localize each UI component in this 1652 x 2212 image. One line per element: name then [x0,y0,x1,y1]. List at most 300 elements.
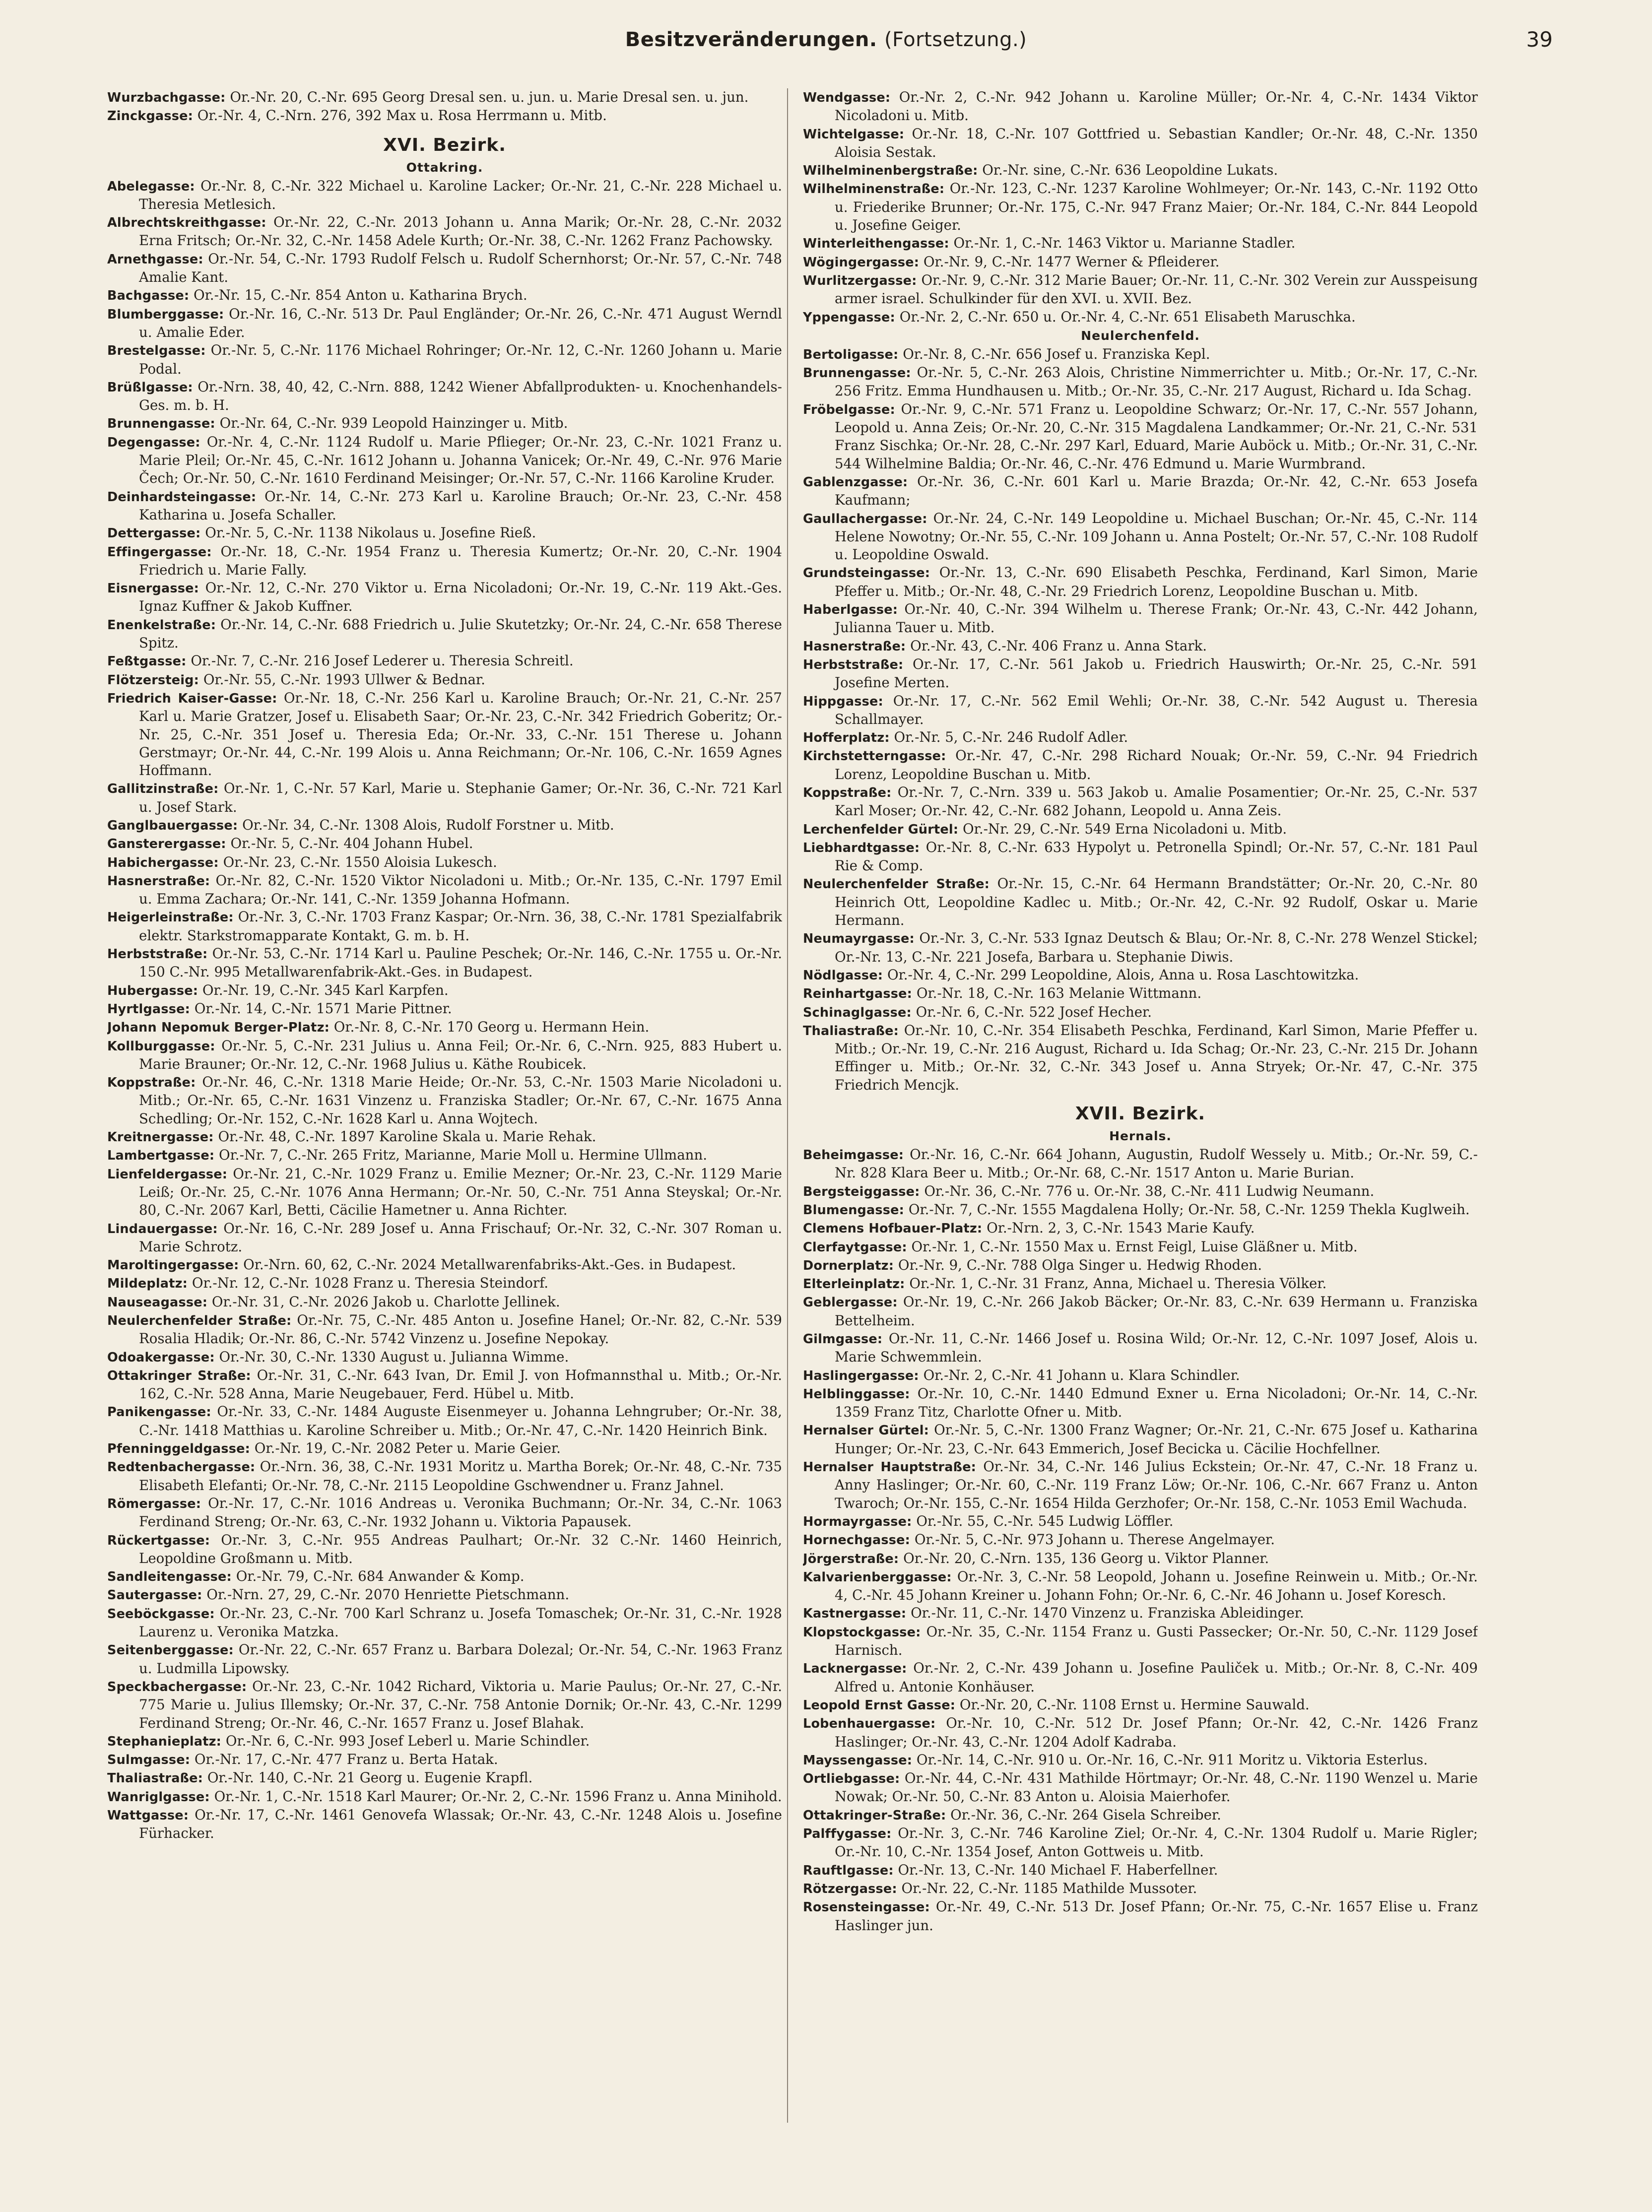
street-entry [803,1366,1478,1385]
street-name: Lienfeldergasse: [107,1167,228,1182]
street-name: Gilmgasse: [803,1332,883,1347]
street-entry [107,1293,782,1311]
street-entry [803,1512,1478,1531]
street-entry [107,908,782,945]
street-entry [107,1531,782,1568]
street-name: Flötzersteig: [107,672,199,688]
street-name: Leopold Ernst Gasse: [803,1697,956,1713]
street-entry [107,1751,782,1769]
street-entry [107,1256,782,1274]
street-name: Wurzbachgasse: [107,90,226,105]
entry-text: Or.-Nr. 5, C.-Nr. 973 Johann u. Therese Angelmayer. [914,1531,1275,1548]
street-entry [803,984,1478,1003]
street-name: Kalvarienberggasse: [803,1569,952,1585]
entry-text: Or.-Nr. 3, C.-Nr. 533 Ignaz Deutsch & Blau; Or.-Nr. 8, C.-Nr. 278 Wenzel Stickel; Or.-Nr. 13, C.-Nr. 221 Josefa, Barbara u. Stephanie Diwis. [835,930,1478,965]
street-name: Liebhardtgasse: [803,840,920,855]
street-name: Abelegasse: [107,179,195,194]
street-entry [107,177,782,214]
entry-list [803,345,1478,1094]
street-entry [107,250,782,287]
entry-text: Or.-Nr. 31, C.-Nr. 643 Ivan, Dr. Emil J. von Hofmannsthal u. Mitb.; Or.-Nr. 162, C.-Nr. 528 Anna, Marie Neugebauer, Ferd. Hübel u. Mitb. [139,1366,782,1402]
street-name: Speckbachergasse: [107,1679,247,1694]
entry-text: Or.-Nr. 8, C.-Nr. 633 Hypolyt u. Petronella Spindl; Or.-Nr. 57, C.-Nr. 181 Paul Rie & Comp. [835,839,1478,874]
entry-text: Or.-Nr. 75, C.-Nr. 485 Anton u. Josefine Hanel; Or.-Nr. 82, C.-Nr. 539 Rosalia Hladik; Or.-Nr. 86, C.-Nr. 5742 Vinzenz u. Josefine Nepokay. [139,1312,782,1347]
street-entry [803,1421,1478,1458]
street-entry [107,1366,782,1403]
title-text: Besitzveränderungen. [625,28,877,51]
street-name: Kirchstetterngasse: [803,749,946,764]
street-entry [803,271,1478,308]
street-entry [803,1256,1478,1275]
entry-text: Or.-Nr. 14, C.-Nr. 910 u. Or.-Nr. 16, C.-Nr. 911 Moritz u. Viktoria Esterlus. [916,1751,1428,1768]
entry-text: Or.-Nr. 123, C.-Nr. 1237 Karoline Wohlmeyer; Or.-Nr. 143, C.-Nr. 1192 Otto u. Friederike Brunner; Or.-Nr. 175, C.-Nr. 947 Franz Maier; Or.-Nr. 184, C.-Nr. 844 Leopold u. Josefine Geiger. [835,180,1478,234]
entry-text: Or.-Nr. 10, C.-Nr. 1440 Edmund Exner u. Erna Nicoladoni; Or.-Nr. 14, C.-Nr. 1359 Franz Titz, Charlotte Ofner u. Mitb. [835,1385,1478,1421]
page-number: 39 [1526,27,1553,52]
street-name: Hofferplatz: [803,730,890,746]
entry-text: Or.-Nr. 15, C.-Nr. 854 Anton u. Katharina Brych. [194,287,528,304]
entry-text: Or.-Nr. 2, C.-Nr. 650 u. Or.-Nr. 4, C.-Nr. 651 Elisabeth Maruschka. [899,308,1356,325]
entry-text: Or.-Nr. 9, C.-Nr. 788 Olga Singer u. Hedwig Rhoden. [898,1256,1262,1273]
street-name: Maroltingergasse: [107,1258,239,1273]
street-name: Kollburggasse: [107,1039,215,1054]
street-entry [803,820,1478,839]
street-name: Wilhelminenstraße: [803,182,945,197]
entry-text: Or.-Nr. 11, C.-Nr. 1466 Josef u. Rosina Wild; Or.-Nr. 12, C.-Nr. 1097 Josef, Alois u. Marie Schwemmlein. [835,1330,1478,1366]
entry-text: Or.-Nr. 20, C.-Nr. 1108 Ernst u. Hermine Sauwald. [959,1696,1310,1713]
entry-text: Or.-Nr. 9, C.-Nr. 571 Franz u. Leopoldine Schwarz; Or.-Nr. 17, C.-Nr. 557 Johann, Leopold u. Anna Zeis; Or.-Nr. 20, C.-Nr. 315 Magdalena Landkammer; Or.-Nr. 21, C.-Nr. 531 Franz Sischka; Or.-Nr. 28, C.-Nr. 297 Karl, Eduard, Marie Auböck u. Mitb.; Or.-Nr. 31, C.-Nr. 544 Wilhelmine Baldia; Or.-Nr. 46, C.-Nr. 476 Edmund u. Marie Wurmbrand. [835,400,1478,472]
entry-text: Or.-Nr. 34, C.-Nr. 1308 Alois, Rudolf Forstner u. Mitb. [242,816,614,833]
street-name: Kreitnergasse: [107,1130,214,1145]
entry-text: Or.-Nr. 7, C.-Nr. 1555 Magdalena Holly; Or.-Nr. 58, C.-Nr. 1259 Thekla Kuglweih. [908,1201,1470,1218]
street-entry [107,1439,782,1458]
street-entry [803,1293,1478,1330]
street-name: Elterleinplatz: [803,1277,905,1292]
street-name: Kastnergasse: [803,1606,907,1622]
entry-text: Or.-Nr. 5, C.-Nr. 404 Johann Hubel. [230,835,473,852]
street-entry [803,1238,1478,1256]
street-name: Hormayrgasse: [803,1514,912,1529]
entry-text: Or.-Nr. 31, C.-Nr. 2026 Jakob u. Charlotte Jellinek. [211,1293,560,1310]
street-entry [107,652,782,670]
entry-text: Or.-Nrn. 60, 62, C.-Nr. 2024 Metallwarenfabriks-Akt.-Ges. in Budapest. [243,1256,736,1273]
street-name: Lerchenfelder Gürtel: [803,822,959,837]
section-heading: Hernals. [1109,1129,1172,1144]
street-name: Hasnerstraße: [107,873,210,889]
street-entry [107,1146,782,1165]
street-name: Deinhardsteingasse: [107,489,257,505]
street-name: Lambertgasse: [107,1148,215,1164]
entry-text: Or.-Nr. 48, C.-Nr. 1897 Karoline Skala u. Marie Rehak. [218,1128,596,1145]
entry-text: Or.-Nr. 36, C.-Nr. 776 u. Or.-Nr. 38, C.-Nr. 411 Ludwig Neumann. [924,1182,1375,1199]
entry-text: Or.-Nr. 9, C.-Nr. 312 Marie Bauer; Or.-Nr. 11, C.-Nr. 302 Verein zur Ausspeisung armer israel. Schulkinder für den XVI. u. XVII. Bez. [835,271,1478,307]
street-entry [803,1531,1478,1549]
street-name: Seeböckgasse: [107,1606,215,1622]
street-entry [803,161,1478,180]
entry-text: Or.-Nr. 140, C.-Nr. 21 Georg u. Eugenie Krapfl. [207,1769,533,1786]
entry-text: Or.-Nrn. 27, 29, C.-Nr. 2070 Henriette Pietschmann. [206,1586,570,1603]
entry-text: Or.-Nr. 8, C.-Nr. 322 Michael u. Karoline Lacker; Or.-Nr. 21, C.-Nr. 228 Michael u. Theresia Metlesich. [139,177,782,212]
street-entry [107,1788,782,1806]
street-name: Thaliastraße: [803,1023,899,1039]
street-name: Rauftlgasse: [803,1863,894,1878]
entry-text: Or.-Nr. 5, C.-Nr. 263 Alois, Christine Nimmerrichter u. Mitb.; Or.-Nr. 17, C.-Nr. 256 Fritz. Emma Hundhausen u. Mitb.; Or.-Nr. 35, C.-Nr. 217 August, Richard u. Ida Schag. [835,364,1478,399]
entry-text: Or.-Nr. 13, C.-Nr. 140 Michael F. Haberfellner. [898,1861,1218,1878]
entry-text: Or.-Nr. 21, C.-Nr. 1029 Franz u. Emilie Mezner; Or.-Nr. 23, C.-Nr. 1129 Marie Leiß; Or.-Nr. 25, C.-Nr. 1076 Anna Hermann; Or.-Nr. 50, C.-Nr. 751 Anna Steyskal; Or.-Nr. 80, C.-Nr. 2067 Karl, Betti, Cäcilie Hametner u. Anna Richter. [139,1165,782,1219]
entry-list [803,1146,1478,1935]
street-entry [803,1182,1478,1201]
street-entry [803,1022,1478,1094]
street-name: Sautergasse: [107,1588,202,1603]
street-entry [107,1311,782,1348]
entry-text: Or.-Nr. 3, C.-Nr. 1703 Franz Kaspar; Or.-Nrn. 36, 38, C.-Nr. 1781 Spezialfabrik elektr. Starkstromapparate Kontakt, G. m. b. H. [139,909,782,944]
street-name: Hernalser Hauptstraße: [803,1460,977,1475]
street-entry [803,308,1478,326]
street-entry [107,981,782,1000]
entry-text: Or.-Nr. 17, C.-Nr. 1016 Andreas u. Veronika Buchmann; Or.-Nr. 34, C.-Nr. 1063 Ferdinand Streng; Or.-Nr. 63, C.-Nr. 1932 Johann u. Viktoria Papausek. [139,1495,782,1530]
entry-text: Or.-Nr. 5, C.-Nr. 1138 Nikolaus u. Josefine Rieß. [205,524,536,541]
entry-text: Or.-Nr. 18, C.-Nr. 1954 Franz u. Theresia Kumertz; Or.-Nr. 20, C.-Nr. 1904 Friedrich u. Marie Fally. [139,543,782,578]
street-name: Johann Nepomuk Berger-Platz: [107,1020,330,1036]
street-name: Bertoligasse: [803,347,899,362]
entry-text: Or.-Nr. 7, C.-Nr. 265 Fritz, Marianne, Marie Moll u. Hermine Ullmann. [219,1147,707,1164]
street-entry [803,1201,1478,1219]
entry-text: Or.-Nr. 19, C.-Nr. 345 Karl Karpfen. [202,981,449,998]
street-name: Neulerchenfelder Straße: [803,877,990,892]
entry-text: Or.-Nr. 1, C.-Nr. 31 Franz, Anna, Michael u. Theresia Völker. [909,1275,1327,1292]
entry-text: Or.-Nr. 5, C.-Nr. 231 Julius u. Anna Feil; Or.-Nr. 6, C.-Nrn. 925, 883 Hubert u. Marie Brauner; Or.-Nr. 12, C.-Nr. 1968 Julius u. Käthe Roubicek. [139,1037,782,1072]
street-name: Koppstraße: [803,785,892,800]
street-name: Panikengasse: [107,1405,211,1420]
entry-text: Or.-Nr. 55, C.-Nr. 545 Ludwig Löffler. [916,1512,1174,1529]
street-entry [803,1275,1478,1293]
street-name: Blumberggasse: [107,307,224,322]
street-entry [107,414,782,433]
entry-text: Or.-Nr. 36, C.-Nr. 264 Gisela Schreiber. [950,1806,1221,1823]
street-name: Herbststraße: [107,947,208,962]
street-name: Rötzergasse: [803,1881,897,1896]
entry-text: Or.-Nr. 44, C.-Nr. 431 Mathilde Hörtmayr; Or.-Nr. 48, C.-Nr. 1190 Wenzel u. Marie Nowak; Or.-Nr. 50, C.-Nr. 83 Anton u. Aloisia Maierhofer. [835,1770,1478,1805]
street-name: Odoakergasse: [107,1350,215,1365]
street-entry [803,1880,1478,1898]
street-entry [803,1385,1478,1422]
entry-text: Or.-Nr. 15, C.-Nr. 64 Hermann Brandstätter; Or.-Nr. 20, C.-Nr. 80 Heinrich Ott, Leopoldine Kadlec u. Mitb.; Or.-Nr. 42, C.-Nr. 92 Rudolf, Oskar u. Marie Hermann. [835,875,1478,929]
street-name: Arnethgasse: [107,252,203,267]
entry-text: Or.-Nr. 34, C.-Nr. 146 Julius Eckstein; Or.-Nr. 47, C.-Nr. 18 Franz u. Anny Haslinger; Or.-Nr. 60, C.-Nr. 119 Franz Löw; Or.-Nr. 106, C.-Nr. 667 Franz u. Anton Twaroch; Or.-Nr. 155, C.-Nr. 1654 Hilda Gerzhofer; Or.-Nr. 158, C.-Nr. 1053 Emil Wachuda. [835,1458,1478,1511]
entry-text: Or.-Nr. 29, C.-Nr. 549 Erna Nicoladoni u. Mitb. [963,820,1287,837]
street-name: Stephanieplatz: [107,1734,222,1749]
entry-text: Or.-Nr. 10, C.-Nr. 354 Elisabeth Peschka, Ferdinand, Karl Simon, Marie Pfeffer u. Mitb.; Or.-Nr. 19, C.-Nr. 216 August, Richard u. Ida Schag; Or.-Nr. 23, C.-Nr. 215 Dr. Johann Effinger u. Mitb.; Or.-Nr. 32, C.-Nr. 343 Josef u. Anna Stryek; Or.-Nr. 47, C.-Nr. 375 Friedrich Mencjk. [835,1022,1478,1093]
street-entry [803,783,1478,820]
street-name: Wurlitzergasse: [803,273,917,288]
entry-text: Or.-Nr. 1, C.-Nr. 1463 Viktor u. Marianne Stadler. [953,235,1296,252]
entry-text: Or.-Nr. 12, C.-Nr. 270 Viktor u. Erna Nicoladoni; Or.-Nr. 19, C.-Nr. 119 Akt.-Ges. Ignaz Kuffner & Jakob Kuffner. [139,580,782,615]
street-name: Sandleitengasse: [107,1569,232,1585]
entry-text: Or.-Nr. 5, C.-Nr. 1300 Franz Wagner; Or.-Nr. 21, C.-Nr. 675 Josef u. Katharina Hunger; Or.-Nr. 23, C.-Nr. 643 Emmerich, Josef Becicka u. Cäcilie Hochfellner. [835,1422,1478,1457]
street-entry [107,1073,782,1128]
district-heading: XVII. Bezirk. [1075,1104,1206,1124]
street-name: Brunnengasse: [107,416,215,432]
entry-text: Or.-Nr. 54, C.-Nr. 1793 Rudolf Felsch u. Rudolf Schernhorst; Or.-Nr. 57, C.-Nr. 748 Amalie Kant. [139,250,782,286]
street-name: Blumengasse: [803,1202,905,1218]
street-name: Hyrtlgasse: [107,1001,190,1017]
entry-text: Or.-Nr. 8, C.-Nr. 656 Josef u. Franziska Kepl. [903,345,1210,362]
street-entry [107,1806,782,1843]
street-name: Mayssengasse: [803,1753,913,1768]
street-entry [107,1732,782,1751]
entry-text: Or.-Nr. 5, C.-Nr. 246 Rudolf Adler. [894,729,1128,746]
street-entry [803,1824,1478,1861]
street-entry [803,564,1478,600]
street-name: Mildeplatz: [107,1276,188,1292]
street-entry [107,1128,782,1146]
street-name: Reinhartgasse: [803,986,913,1002]
street-name: Fröbelgasse: [803,402,895,417]
entry-text: Or.-Nr. 3, C.-Nr. 746 Karoline Ziel; Or.-Nr. 4, C.-Nr. 1304 Rudolf u. Marie Rigler; Or.-Nr. 10, C.-Nr. 1354 Josef, Anton Gottweis u. Mitb. [835,1825,1478,1860]
street-entry [803,600,1478,637]
street-name: Nauseagasse: [107,1295,208,1310]
street-entry [803,473,1478,510]
street-name: Effingergasse: [107,544,212,560]
street-entry [803,728,1478,747]
street-name: Hernalser Gürtel: [803,1423,929,1438]
street-entry [803,88,1478,125]
entry-text: Or.-Nr. 5, C.-Nr. 1176 Michael Rohringer; Or.-Nr. 12, C.-Nr. 1260 Johann u. Marie Podal. [139,342,782,377]
entry-text: Or.-Nr. 17, C.-Nr. 1461 Genovefa Wlassak; Or.-Nr. 43, C.-Nr. 1248 Alois u. Josefine Fürhacker. [139,1807,782,1842]
street-entry [107,378,782,415]
entry-text: Or.-Nr. 23, C.-Nr. 1550 Aloisia Lukesch. [223,853,497,870]
entry-text: Or.-Nr. 22, C.-Nr. 657 Franz u. Barbara Dolezal; Or.-Nr. 54, C.-Nr. 1963 Franz u. Ludmilla Lipowsky. [139,1641,782,1677]
street-name: Römergasse: [107,1496,201,1511]
street-entry [803,510,1478,564]
entry-text: Or.-Nr. 17, C.-Nr. 561 Jakob u. Friedrich Hauswirth; Or.-Nr. 25, C.-Nr. 591 Josefine Merten. [835,655,1478,691]
column-divider [787,88,788,2123]
entry-text: Or.-Nr. 17, C.-Nr. 477 Franz u. Berta Hatak. [194,1751,498,1768]
entry-text: Or.-Nrn. 36, 38, C.-Nr. 1931 Moritz u. Martha Borek; Or.-Nr. 48, C.-Nr. 735 Elisabeth Elefanti; Or.-Nr. 78, C.-Nr. 2115 Leopoldine Gschwendner u. Franz Jahnel. [139,1458,782,1494]
entry-text: Or.-Nr. 7, C.-Nrn. 339 u. 563 Jakob u. Amalie Posamentier; Or.-Nr. 25, C.-Nr. 537 Karl Moser; Or.-Nr. 42, C.-Nr. 682 Johann, Leopold u. Anna Zeis. [835,783,1478,819]
street-entry [803,1659,1478,1696]
street-entry [803,1458,1478,1512]
street-entry [803,345,1478,364]
entry-text: Or.-Nr. 35, C.-Nr. 1154 Franz u. Gusti Passecker; Or.-Nr. 50, C.-Nr. 1129 Josef Harnisch. [835,1623,1478,1659]
street-entry [107,488,782,524]
entry-text: Or.-Nr. 10, C.-Nr. 512 Dr. Josef Pfann; Or.-Nr. 42, C.-Nr. 1426 Franz Haslinger; Or.-Nr. 43, C.-Nr. 1204 Adolf Kadraba. [835,1715,1478,1750]
street-name: Gansterergasse: [107,837,226,852]
street-entry [107,107,782,125]
street-name: Dornerplatz: [803,1258,894,1273]
street-name: Rosensteingasse: [803,1900,930,1915]
entry-text: Or.-Nr. 1, C.-Nr. 57 Karl, Marie u. Stephanie Gamer; Or.-Nr. 36, C.-Nr. 721 Karl u. Josef Stark. [139,780,782,815]
street-name: Hubergasse: [107,983,198,998]
entry-text: Or.-Nr. 22, C.-Nr. 2013 Johann u. Anna Marik; Or.-Nr. 28, C.-Nr. 2032 Erna Fritsch; Or.-Nr. 32, C.-Nr. 1458 Adele Kurth; Or.-Nr. 38, C.-Nr. 1262 Franz Pachowsky. [139,214,782,249]
street-name: Ortliebgasse: [803,1771,900,1787]
entry-text: Or.-Nr. 2, C.-Nr. 942 Johann u. Karoline Müller; Or.-Nr. 4, C.-Nr. 1434 Viktor Nicoladoni u. Mitb. [835,89,1478,124]
street-entry [803,1861,1478,1880]
street-entry [107,689,782,780]
street-name: Bachgasse: [107,288,190,304]
street-entry [803,1550,1478,1568]
street-entry [107,945,782,981]
street-name: Feßtgasse: [107,654,187,669]
street-entry [107,1605,782,1641]
entry-text: Or.-Nr. 43, C.-Nr. 406 Franz u. Anna Stark. [910,637,1207,654]
entry-text: Or.-Nr. 79, C.-Nr. 684 Anwander & Komp. [236,1568,525,1585]
street-name: Neulerchenfelder Straße: [107,1313,292,1328]
street-name: Haberlgasse: [803,602,898,618]
street-name: Eisnergasse: [107,581,199,596]
entry-text: Or.-Nr. 3, C.-Nr. 58 Leopold, Johann u. Josefine Reinwein u. Mitb.; Or.-Nr. 4, C.-Nr. 45 Johann Kreiner u. Johann Fohn; Or.-Nr. 6, C.-Nr. 46 Johann u. Josef Koresch. [835,1568,1478,1604]
street-entry [107,1586,782,1604]
street-name: Albrechtskreithgasse: [107,215,266,231]
street-entry [803,1003,1478,1022]
street-entry [107,1567,782,1586]
entry-text: Or.-Nr. sine, C.-Nr. 636 Leopoldine Lukats. [982,162,1278,179]
street-entry [107,543,782,580]
entry-text: Or.-Nr. 64, C.-Nr. 939 Leopold Hainzinger u. Mitb. [219,415,568,432]
entry-text: Or.-Nr. 30, C.-Nr. 1330 August u. Julianna Wimme. [219,1348,569,1365]
street-entry [803,1714,1478,1751]
entry-text: Or.-Nr. 4, C.-Nrn. 276, 392 Max u. Rosa Herrmann u. Mitb. [197,107,607,124]
street-entry [107,1641,782,1678]
entry-text: Or.-Nr. 4, C.-Nr. 299 Leopoldine, Alois, Anna u. Rosa Laschtowitzka. [887,966,1359,983]
street-name: Schinaglgasse: [803,1005,912,1020]
street-entry [803,125,1478,162]
street-name: Pfenninggeldgasse: [107,1441,250,1457]
street-name: Wögingergasse: [803,255,920,270]
section-heading: Ottakring. [406,160,483,175]
street-name: Yppengasse: [803,310,895,325]
street-entry [107,1678,782,1732]
street-name: Ganglbauergasse: [107,818,238,833]
street-entry [803,1604,1478,1623]
street-entry [803,1330,1478,1366]
street-name: Redtenbachergasse: [107,1460,256,1475]
entry-text: Or.-Nr. 7, C.-Nr. 216 Josef Lederer u. Theresia Schreitl. [191,652,574,669]
entry-text: Or.-Nr. 18, C.-Nr. 256 Karl u. Karoline Brauch; Or.-Nr. 21, C.-Nr. 257 Karl u. Marie Gratzer, Josef u. Elisabeth Saar; Or.-Nr. 23, C.-Nr. 342 Friedrich Goberitz; Or.-Nr. 25, C.-Nr. 351 Josef u. Theresia Eda; Or.-Nr. 33, C.-Nr. 151 Therese u. Johann Gerstmayr; Or.-Nr. 44, C.-Nr. 199 Alois u. Anna Reichmann; Or.-Nr. 106, C.-Nr. 1659 Agnes Hoffmann. [139,689,782,779]
street-entry [803,1769,1478,1806]
entry-text: Or.-Nrn. 2, 3, C.-Nr. 1543 Marie Kaufy. [987,1220,1255,1236]
street-name: Degengasse: [107,435,200,450]
continued-entries [803,88,1478,326]
entry-text: Or.-Nr. 33, C.-Nr. 1484 Auguste Eisenmeyer u. Johanna Lehngruber; Or.-Nr. 38, C.-Nr. 1418 Matthias u. Karoline Schreiber u. Mitb.; Or.-Nr. 47, C.-Nr. 1420 Heinrich Bink. [139,1403,782,1438]
entry-list [107,177,782,1843]
entry-text: Or.-Nr. 2, C.-Nr. 439 Johann u. Josefine Pauliček u. Mitb.; Or.-Nr. 8, C.-Nr. 409 Alfred u. Antonie Konhäuser. [835,1660,1478,1695]
street-entry [803,747,1478,783]
street-entry [803,253,1478,271]
entry-text: Or.-Nr. 18, C.-Nr. 107 Gottfried u. Sebastian Kandler; Or.-Nr. 48, C.-Nr. 1350 Aloisia Sestak. [835,125,1478,160]
entry-text: Or.-Nr. 14, C.-Nr. 688 Friedrich u. Julie Skutetzky; Or.-Nr. 24, C.-Nr. 658 Therese Spitz. [139,616,782,651]
street-entry [107,1403,782,1439]
street-name: Koppstraße: [107,1075,196,1091]
street-entry [803,637,1478,655]
street-entry [107,780,782,816]
street-name: Ottakringer Straße: [107,1368,251,1383]
street-name: Heigerleinstraße: [107,910,234,925]
street-entry [803,839,1478,875]
street-entry [803,1696,1478,1714]
entry-text: Or.-Nr. 8, C.-Nr. 170 Georg u. Hermann Hein. [333,1019,650,1036]
entry-text: Or.-Nr. 46, C.-Nr. 1318 Marie Heide; Or.-Nr. 53, C.-Nr. 1503 Marie Nicoladoni u. Mitb.; Or.-Nr. 65, C.-Nr. 1631 Vinzenz u. Franziska Stadler; Or.-Nr. 67, C.-Nr. 1675 Anna Schedling; Or.-Nr. 152, C.-Nr. 1628 Karl u. Anna Wojtech. [139,1074,782,1127]
street-entry [803,1806,1478,1824]
right-column [803,88,1478,2192]
street-entry [107,1495,782,1531]
street-entry [107,1037,782,1074]
entry-text: Or.-Nr. 14, C.-Nr. 273 Karl u. Karoline Brauch; Or.-Nr. 23, C.-Nr. 458 Katharina u. Josefa Schaller. [139,488,782,523]
street-name: Haslingergasse: [803,1368,919,1383]
street-entry [803,655,1478,692]
street-entry [107,1274,782,1293]
street-name: Brestelgasse: [107,343,206,359]
entry-text: Or.-Nr. 4, C.-Nr. 1124 Rudolf u. Marie Pflieger; Or.-Nr. 23, C.-Nr. 1021 Franz u. Marie Pleil; Or.-Nr. 45, C.-Nr. 1612 Johann u. Johanna Vanicek; Or.-Nr. 49, C.-Nr. 976 Marie Čech; Or.-Nr. 50, C.-Nr. 1610 Ferdinand Meisinger; Or.-Nr. 57, C.-Nr. 1166 Karoline Kruder. [139,433,782,487]
street-entry [803,180,1478,234]
entry-text: Or.-Nr. 24, C.-Nr. 149 Leopoldine u. Michael Buschan; Or.-Nr. 45, C.-Nr. 114 Helene Nowotny; Or.-Nr. 55, C.-Nr. 109 Johann u. Anna Postelt; Or.-Nr. 57, C.-Nr. 108 Rudolf u. Leopoldine Oswald. [835,510,1478,563]
street-name: Sulmgasse: [107,1753,191,1768]
entry-text: Or.-Nr. 55, C.-Nr. 1993 Ullwer & Bednar. [203,671,485,688]
street-entry [107,286,782,305]
street-name: Lobenhauergasse: [803,1716,936,1732]
entry-text: Or.-Nr. 12, C.-Nr. 1028 Franz u. Theresia Steindorf. [192,1275,549,1292]
street-entry [107,816,782,835]
street-name: Hippgasse: [803,694,883,709]
street-name: Geblergasse: [803,1295,898,1310]
page-title [0,28,1652,51]
street-entry [803,1898,1478,1935]
entry-text: Or.-Nr. 19, C.-Nr. 2082 Peter u. Marie Geier. [254,1440,561,1457]
entry-text: Or.-Nr. 23, C.-Nr. 1042 Richard, Viktoria u. Marie Paulus; Or.-Nr. 27, C.-Nr. 775 Marie u. Julius Illemsky; Or.-Nr. 37, C.-Nr. 758 Antonie Dornik; Or.-Nr. 43, C.-Nr. 1299 Ferdinand Streng; Or.-Nr. 46, C.-Nr. 1657 Franz u. Josef Blahak. [139,1678,782,1731]
street-name: Wichtelgasse: [803,127,905,142]
street-name: Wendgasse: [803,90,891,105]
street-name: Winterleithengasse: [803,236,949,252]
entry-text: Or.-Nr. 2, C.-Nr. 41 Johann u. Klara Schindler. [923,1366,1240,1383]
entry-text: Or.-Nr. 13, C.-Nr. 690 Elisabeth Peschka, Ferdinand, Karl Simon, Marie Pfeffer u. Mitb.; Or.-Nr. 48, C.-Nr. 29 Friedrich Lorenz, Leopoldine Buschan u. Mitb. [835,564,1478,599]
entry-text: Or.-Nr. 17, C.-Nr. 562 Emil Wehli; Or.-Nr. 38, C.-Nr. 542 August u. Theresia Schallmayer. [835,692,1478,727]
entry-text: Or.-Nr. 53, C.-Nr. 1714 Karl u. Pauline Peschek; Or.-Nr. 146, C.-Nr. 1755 u. Or.-Nr. 150 C.-Nr. 995 Metallwarenfabrik-Akt.-Ges. in Budapest. [139,945,782,980]
entry-text: Or.-Nr. 20, C.-Nr. 695 Georg Dresal sen. u. jun. u. Marie Dresal sen. u. jun. [230,89,749,105]
street-entry [803,1751,1478,1769]
street-name: Seitenberggasse: [107,1643,234,1658]
street-name: Bergsteiggasse: [803,1184,920,1199]
street-entry [107,671,782,689]
street-name: Dettergasse: [107,526,201,541]
entry-text: Or.-Nr. 16, C.-Nr. 664 Johann, Augustin, Rudolf Wessely u. Mitb.; Or.-Nr. 59, C.-Nr. 828 Klara Beer u. Mitb.; Or.-Nr. 68, C.-Nr. 1517 Anton u. Marie Burian. [835,1146,1478,1181]
street-entry [107,88,782,107]
street-entry [107,579,782,616]
entry-text: Or.-Nr. 1, C.-Nr. 1518 Karl Maurer; Or.-Nr. 2, C.-Nr. 1596 Franz u. Anna Minihold. [214,1788,782,1805]
street-entry [107,305,782,342]
street-entry [803,364,1478,400]
street-name: Wanriglgasse: [107,1789,210,1805]
street-name: Beheimgasse: [803,1148,904,1163]
street-name: Neumayrgasse: [803,931,915,947]
street-entry [803,875,1478,929]
street-name: Clerfaytgasse: [803,1239,907,1255]
street-name: Lindauergasse: [107,1221,218,1236]
street-entry [107,1165,782,1220]
street-name: Klopstockgasse: [803,1625,921,1640]
street-name: Brunnengasse: [803,366,911,381]
street-entry [107,341,782,378]
street-entry [107,835,782,853]
entry-text: Or.-Nr. 16, C.-Nr. 289 Josef u. Anna Frischauf; Or.-Nr. 32, C.-Nr. 307 Roman u. Marie Schrotz. [139,1220,782,1255]
street-name: Enenkelstraße: [107,617,216,633]
street-entry [107,1769,782,1787]
street-name: Clemens Hofbauer-Platz: [803,1221,983,1236]
entry-text: Or.-Nr. 36, C.-Nr. 601 Karl u. Marie Brazda; Or.-Nr. 42, C.-Nr. 653 Josefa Kaufmann; [835,473,1478,509]
street-entry [803,692,1478,729]
street-entry [803,929,1478,966]
street-name: Friedrich Kaiser-Gasse: [107,691,277,706]
street-entry [107,1220,782,1256]
street-name: Nödlgasse: [803,968,883,983]
